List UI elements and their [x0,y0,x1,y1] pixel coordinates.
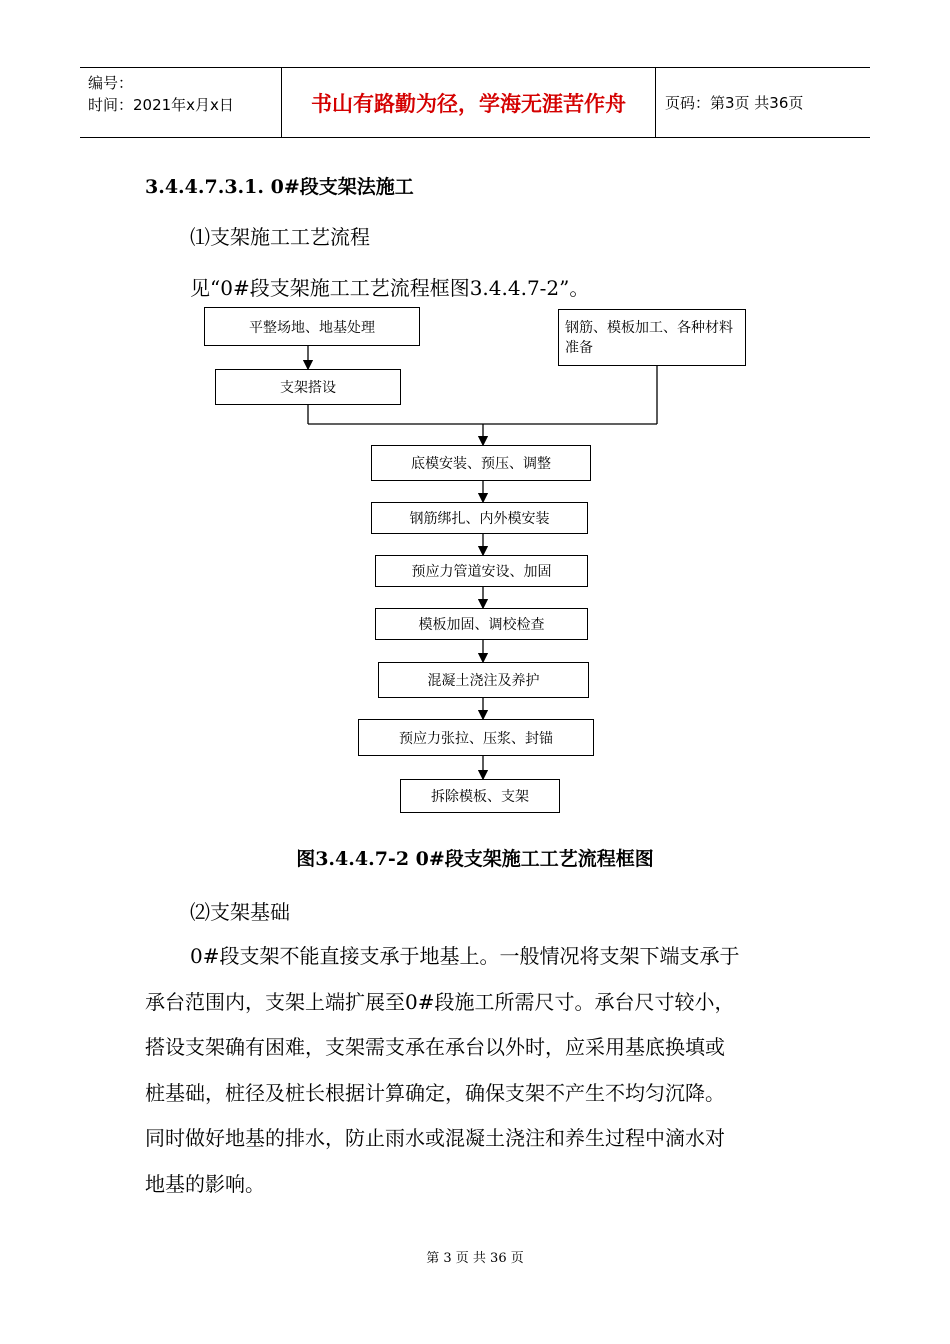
flow-box-duct: 预应力管道安设、加固 [375,555,588,587]
flow-box-remove: 拆除模板、支架 [400,779,560,813]
paragraph-line: 同时做好地基的排水，防止雨水或混凝土浇注和养生过程中滴水对 [145,1126,725,1150]
section-heading: 3.4.4.7.3.1. 0#段支架法施工 [145,176,414,198]
see-reference: 见“0#段支架施工工艺流程框图3.4.4.7-2”。 [190,276,590,300]
flow-box-form-check: 模板加固、调校检查 [375,608,588,640]
paragraph-line: 搭设支架确有困难，支架需支承在承台以外时，应采用基底换填或 [145,1035,725,1059]
page-header [80,67,870,138]
header-left-cell [88,72,234,116]
time-label: 时间：2021年x月x日 [88,96,234,114]
flow-box-scaffold: 支架搭设 [215,369,401,405]
foundation-paragraph [145,934,825,1207]
paragraph-line: 地基的影响。 [145,1171,265,1196]
flow-box-bottom-form: 底模安装、预压、调整 [371,445,591,481]
paragraph-line: 承台范围内，支架上端扩展至0#段施工所需尺寸。承台尺寸较小， [145,989,735,1014]
flow-box-concrete: 混凝土浇注及养护 [378,662,589,698]
header-divider [655,68,656,137]
header-motto: 书山有路勤为径，学海无涯苦作舟 [311,91,626,116]
flow-box-site-prep: 平整场地、地基处理 [204,307,420,346]
paragraph-line: 桩基础，桩径及桩长根据计算确定，确保支架不产生不均匀沉降。 [145,1080,725,1105]
figure-caption: 图3.4.4.7-2 0#段支架施工工艺流程框图 [296,848,654,870]
page-footer: 第 3 页 共 36 页 [426,1251,524,1266]
flow-box-material-prep: 钢筋、模板加工、各种材料准备 [558,309,746,366]
flow-box-tension: 预应力张拉、压浆、封锚 [358,719,594,756]
serial-label: 编号： [88,74,134,92]
flow-box-rebar: 钢筋绑扎、内外模安装 [371,502,588,534]
item1-title: ⑴支架施工工艺流程 [190,225,370,249]
header-page-info: 页码：第3页 共36页 [665,94,804,112]
paragraph-line: 0#段支架不能直接支承于地基上。一般情况将支架下端支承于 [190,944,740,968]
item2-title: ⑵支架基础 [190,900,290,924]
